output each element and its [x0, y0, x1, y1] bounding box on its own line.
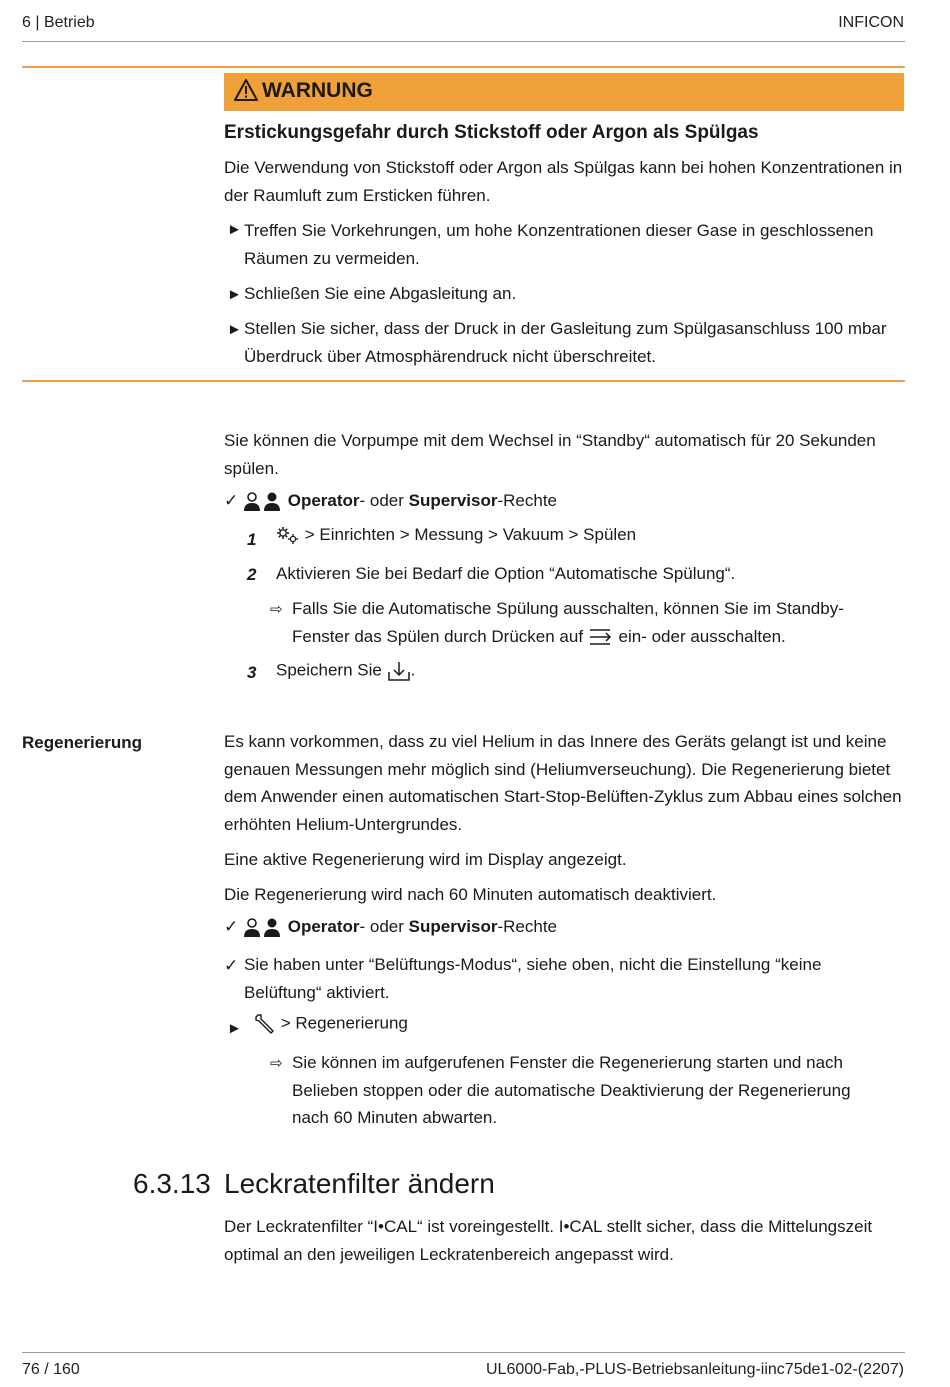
page-number: 76 / 160: [22, 1361, 80, 1378]
warning-banner: [224, 73, 904, 111]
header-brand: INFICON: [838, 14, 904, 31]
result-arrow-icon: ⇨: [270, 1055, 283, 1072]
settings-gears-icon: [276, 526, 300, 546]
check-icon: ✓: [224, 956, 239, 975]
purge-rights-line: [224, 491, 557, 512]
regeneration-action-text: > Regenerierung: [280, 1013, 408, 1033]
warning-action-3: Stellen Sie sicher, dass der Druck in der Gasleitung zum Spülgasanschluss 100 mbar Überdruck über Atmosphärendruck nicht überschreitet.: [244, 319, 887, 366]
step-3: [276, 660, 415, 682]
wrench-icon: [254, 1013, 276, 1035]
regeneration-result: Sie können im aufgerufenen Fenster die Regenerierung starten und nach Belieben stoppen oder die automatische Deaktivierung der Regenerierung nach 60 Minuten abwarten.: [292, 1053, 851, 1127]
action-arrow-icon: ►: [227, 221, 242, 238]
rights-connector: - oder: [359, 917, 409, 936]
warning-top-rule: [22, 66, 905, 68]
regeneration-p1: Es kann vorkommen, dass zu viel Helium in das Innere des Geräts gelangt ist und keine genauen Messungen mehr möglich sind (Heliumverseuchung). Die Regenerierung bietet dem Anwender einen automatischen Start-Stop-Belüften-Zyklus zum Abbau eines solchen erhöhten Helium-Untergrundes.: [224, 732, 902, 834]
regeneration-precondition: Sie haben unter “Belüftungs-Modus“, siehe oben, nicht die Einstellung “keine Belüftung“ aktiviert.: [244, 955, 822, 1002]
save-download-icon: [387, 660, 411, 682]
warning-title: Erstickungsgefahr durch Stickstoff oder Argon als Spülgas: [224, 122, 759, 143]
regeneration-side-label: Regenerierung: [22, 733, 142, 752]
regeneration-action: [254, 1013, 408, 1035]
user-roles-icon: [243, 492, 283, 512]
action-arrow-icon: ►: [227, 321, 242, 338]
regeneration-p2: Eine aktive Regenerierung wird im Display angezeigt.: [224, 850, 627, 869]
warning-text: Die Verwendung von Stickstoff oder Argon als Spülgas kann bei hohen Konzentrationen in der Raumluft zum Ersticken führen.: [224, 158, 903, 205]
step-number: 1: [247, 530, 257, 549]
step-3-text-end: .: [410, 660, 416, 680]
header-divider: [22, 41, 905, 42]
role-supervisor: Supervisor: [408, 491, 498, 510]
purge-result-text-end: ein- oder ausschalten.: [613, 626, 786, 646]
rights-suffix: -Rechte: [497, 917, 557, 936]
rights-suffix: -Rechte: [497, 491, 557, 510]
purge-toggle-icon: [588, 626, 614, 648]
warning-bottom-rule: [22, 380, 905, 382]
step-number: 3: [247, 663, 257, 682]
rights-connector: - oder: [359, 491, 409, 510]
check-icon: ✓: [224, 917, 239, 936]
warning-triangle-icon: [234, 79, 258, 101]
step-3-text: Speichern Sie: [276, 660, 387, 680]
result-arrow-icon: ⇨: [270, 601, 283, 618]
purge-intro: Sie können die Vorpumpe mit dem Wechsel in “Standby“ automatisch für 20 Sekunden spülen.: [224, 431, 876, 478]
warning-label: WARNUNG: [262, 79, 373, 102]
step-1-text: > Einrichten > Messung > Vakuum > Spülen: [304, 525, 637, 544]
action-arrow-icon: ►: [227, 286, 242, 303]
regeneration-p3: Die Regenerierung wird nach 60 Minuten automatisch deaktiviert.: [224, 885, 717, 904]
header-chapter: 6 | Betrieb: [22, 14, 95, 31]
role-operator: Operator: [287, 491, 360, 510]
document-id: UL6000-Fab,-PLUS-Betriebsanleitung-iinc75de1-02-(2207): [485, 1361, 904, 1378]
action-arrow-icon: ►: [227, 1020, 242, 1037]
step-2-text: Aktivieren Sie bei Bedarf die Option “Automatische Spülung“.: [276, 564, 736, 583]
check-icon: ✓: [224, 491, 239, 510]
section-title: Leckratenfilter ändern: [224, 1168, 495, 1199]
regeneration-rights-line: [224, 917, 557, 938]
role-operator: Operator: [287, 917, 360, 936]
step-number: 2: [247, 565, 257, 584]
section-number: 6.3.13: [133, 1168, 211, 1199]
step-1: [276, 525, 636, 546]
purge-result: [292, 595, 892, 650]
warning-action-1: Treffen Sie Vorkehrungen, um hohe Konzentrationen dieser Gase in geschlossenen Räumen zu vermeiden.: [244, 221, 874, 268]
purge-result-text: Falls Sie die Automatische Spülung ausschalten, können Sie im Standby-Fenster das Spülen durch Drücken auf: [292, 599, 844, 646]
section-text: Der Leckratenfilter “I•CAL“ ist voreingestellt. I•CAL stellt sicher, dass die Mittelungszeit optimal an den jeweiligen Leckratenbereich angepasst wird.: [224, 1217, 873, 1264]
user-roles-icon: [243, 918, 283, 938]
warning-action-2: Schließen Sie eine Abgasleitung an.: [244, 284, 517, 303]
footer-divider: [22, 1352, 905, 1353]
role-supervisor: Supervisor: [408, 917, 498, 936]
